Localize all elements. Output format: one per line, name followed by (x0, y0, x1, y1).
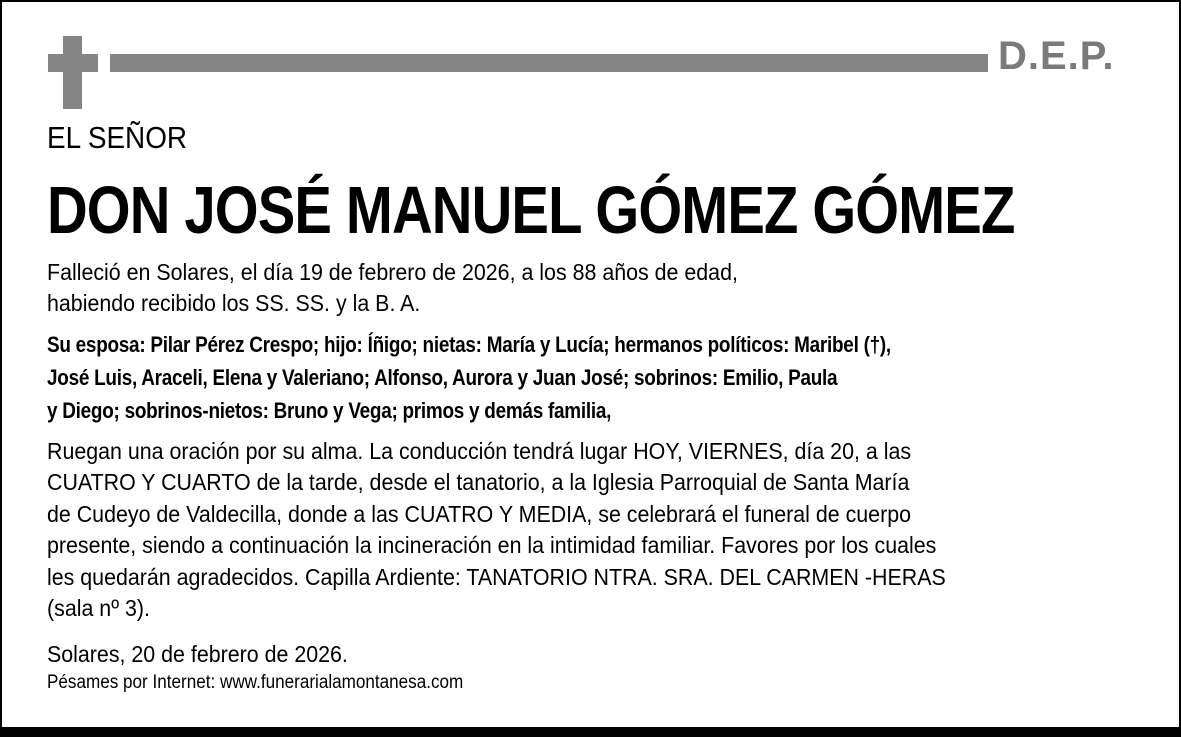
intro-line: habiendo recibido los SS. SS. y la B. A. (47, 290, 421, 316)
ceremony-line: de Cudeyo de Valdecilla, donde a las CUATRO Y MEDIA, se celebrará el funeral de cuerpo (47, 501, 911, 527)
family-line: José Luis, Araceli, Elena y Valeriano; Alfonso, Aurora y Juan José; sobrinos: Emilio, Paula (47, 365, 838, 390)
intro-line: Falleció en Solares, el día 19 de febrero de 2026, a los 88 años de edad, (47, 259, 738, 285)
condolences-link: Pésames por Internet: www.funerarialamontanesa.com (47, 672, 464, 693)
ceremony-line: presente, siendo a continuación la incineración en la intimidad familiar. Favores por los cuales (47, 532, 937, 558)
notice-date: Solares, 20 de febrero de 2026. (47, 641, 348, 667)
ceremony-line: Ruegan una oración por su alma. La conducción tendrá lugar HOY, VIERNES, día 20, a las (47, 438, 912, 464)
ceremony-line: (sala nº 3). (47, 595, 150, 621)
ceremony-line: CUATRO Y CUARTO de la tarde, desde el tanatorio, a la Iglesia Parroquial de Santa María (47, 469, 910, 495)
header-rule (110, 54, 988, 72)
family-line: Su esposa: Pilar Pérez Crespo; hijo: Íñigo; nietas: María y Lucía; hermanos políticos: Maribel (†), (47, 332, 891, 357)
cross-icon-bar (48, 54, 98, 72)
family-line: y Diego; sobrinos-nietos: Bruno y Vega; primos y demás familia, (47, 398, 612, 423)
dep-label: D.E.P. (998, 34, 1115, 78)
cross-icon (63, 36, 82, 109)
title-prefix: EL SEÑOR (47, 120, 188, 155)
ceremony-line: les quedarán agradecidos. Capilla Ardiente: TANATORIO NTRA. SRA. DEL CARMEN -HERAS (47, 564, 946, 590)
deceased-name: DON JOSÉ MANUEL GÓMEZ GÓMEZ (47, 173, 1015, 248)
